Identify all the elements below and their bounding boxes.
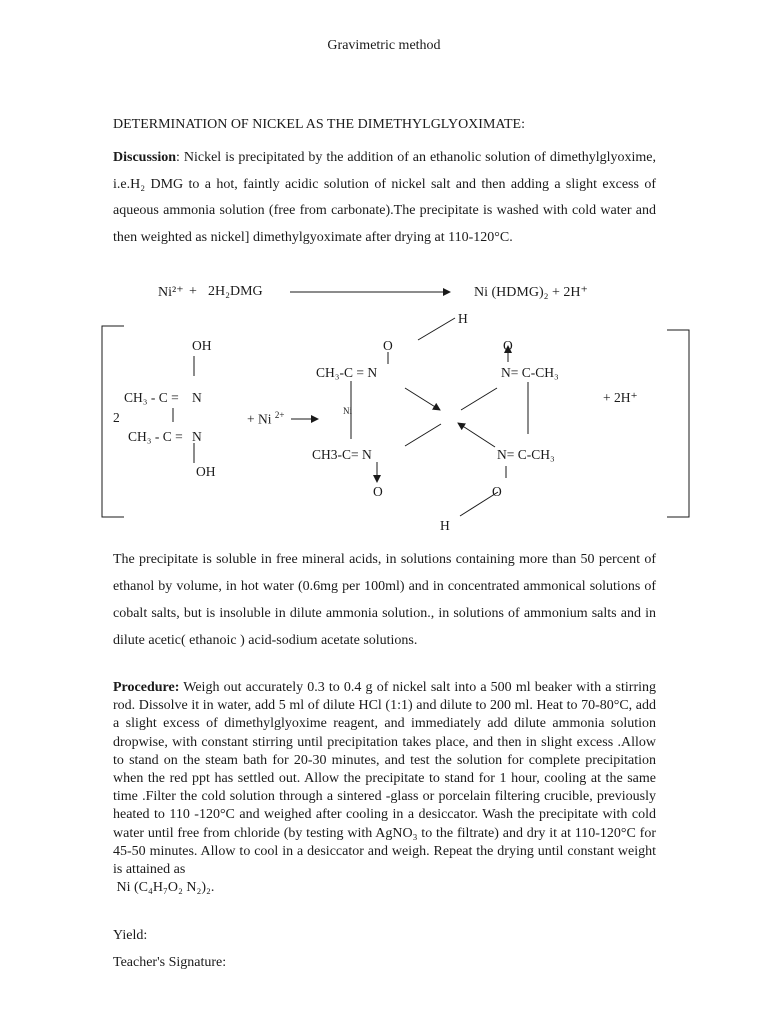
o-bottom-left: O <box>373 484 383 499</box>
oh-top-label: OH <box>192 338 212 353</box>
procedure-paragraph <box>113 679 656 897</box>
ni-center: Ni <box>343 406 352 416</box>
n-c-ch3-top: N= C-CH₃ <box>501 365 559 380</box>
procedure-text: Weigh out accurately 0.3 to 0.4 g of nickel salt into a 500 ml beaker with a stirring rod. Dissolve it in water, add 5 ml of dilute HCl (1:1) and dilute to 200 ml. Heat to 70-80°C, add a slight excess of dimethylglyoxime reagent, and immediately add dilute ammonia solution dropwise, with constant stirring until precipitation takes place, and then in slight excess .Allow to stand on the steam bath for 20-30 minutes, and test the solution for complete precipitation when the red ppt has settled out. Allow the precipitate to stand for 1 hour, cooling at the same time .Filter the cold solution through a sintered -glass or porcelain filtering crucible, previously heated to 110 -120°C and weighed after cooling in a desiccator. Wash the precipitate with cold water until free from chloride (by testing with AgNO₃ to the filtrate) and dry it at 110-120°C for 45-50 minutes. Allow to cool in a desiccator and weigh. Repeat the drying until constant weight is attained as <box>113 680 656 878</box>
yield-label: Yield: <box>113 928 148 943</box>
equation-reactant-ion: Ni²⁺ <box>158 285 184 300</box>
equation-product: Ni (HDMG)₂ + 2H⁺ <box>474 285 588 300</box>
plus-2h: + 2H⁺ <box>603 390 638 405</box>
h-top: H <box>458 311 468 326</box>
procedure-formula: Ni (C₄H₇O₂ N₂)₂. <box>116 880 215 896</box>
signature-label: Teacher's Signature: <box>113 955 227 970</box>
left-row1: CH₃ - C = <box>124 390 179 405</box>
coefficient: 2 <box>113 410 120 425</box>
ch3c-n-top: CH₃-C = N <box>316 365 378 380</box>
equation-plus: + <box>189 284 197 299</box>
section-heading: DETERMINATION OF NICKEL AS THE DIMETHYLGLYOXIMATE: <box>113 117 525 132</box>
o-top-left: O <box>383 338 393 353</box>
left-row2: CH₃ - C = <box>128 429 183 444</box>
left-n1: N <box>192 390 202 405</box>
n-c-ch3-bottom: N= C-CH₃ <box>497 447 555 462</box>
page-title: Gravimetric method <box>327 38 441 53</box>
discussion-text: : Nickel is precipitated by the addition of an ethanolic solution of dimethylglyoxime, i.e.H₂ DMG to a hot, faintly acidic solution of nickel salt and then adding a slight excess of aqueous ammonia solution (free from carbonate).The precipitate is washed with cold water and then weighted as nickel] dimethylgyoximate after drying at 110-120°C. <box>113 150 656 245</box>
procedure-label: Procedure: <box>113 680 180 695</box>
right-bracket <box>667 330 689 517</box>
h-bottom: H <box>440 518 450 533</box>
o-bottom-right: O <box>492 484 502 499</box>
plus-ni-label: + Ni $^{2+}$ <box>247 410 285 427</box>
left-n2: N <box>192 429 202 444</box>
discussion-label: Discussion <box>113 150 177 165</box>
solubility-paragraph: The precipitate is soluble in free mineral acids, in solutions containing more than 50 percent of ethanol by volume, in hot water (0.6mg per 100ml) and in concentrated ammonical solutions of cobalt salts, but is insoluble in dilute ammonia solution., in solutions of ammonium salts and in dilute acetic( ethanoic ) acid-sodium acetate solutions. <box>113 552 656 648</box>
o-top-right: O <box>503 338 513 353</box>
equation-reagent: 2H₂DMG <box>208 284 263 299</box>
ch3c-n-bottom: CH3-C= N <box>312 447 372 462</box>
oh-bottom-label: OH <box>196 464 216 479</box>
